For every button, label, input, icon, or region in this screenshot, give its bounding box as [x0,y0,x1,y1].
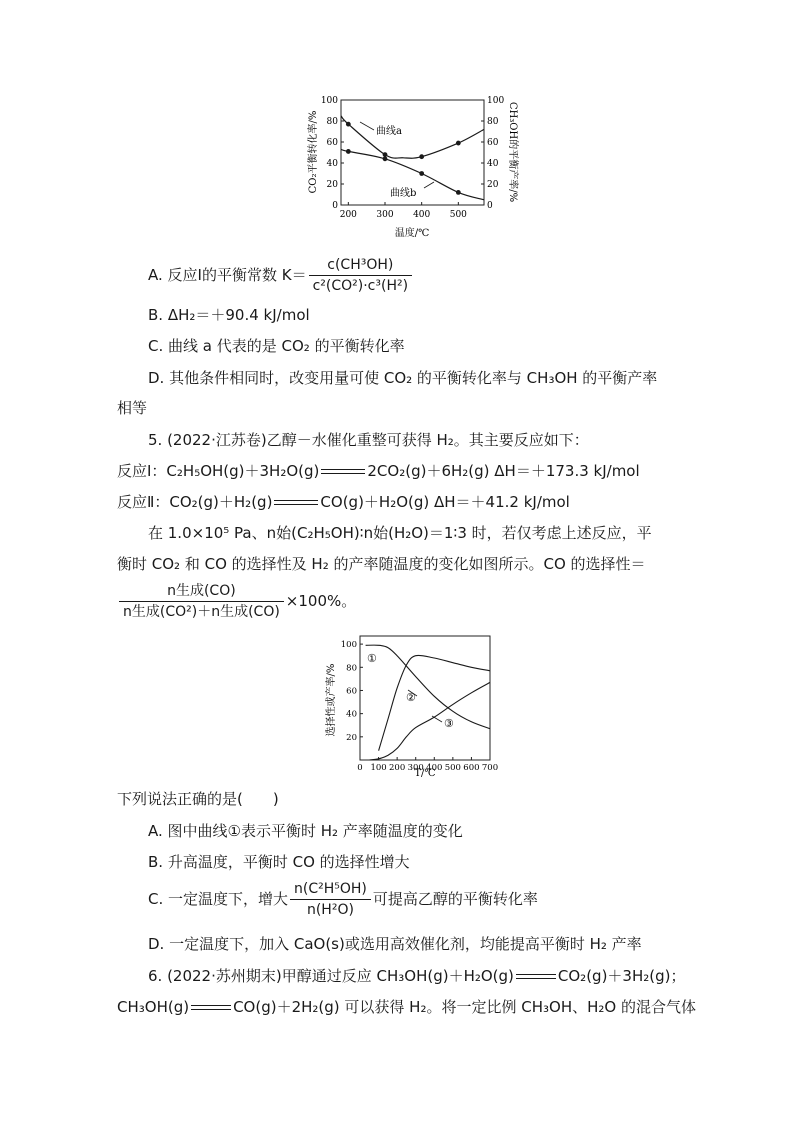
chart1-curve-a-leader [360,122,374,130]
q4-option-a-fraction [309,256,412,295]
chart1-right-ytick-label: 60 [487,138,499,148]
chart1-left-ytick-label: 40 [326,159,338,169]
q5-option-c-prefix: C. 一定温度下，增大 [148,890,289,908]
chart-co2-methanol [300,90,530,245]
q5-condition-line2: 衡时 CO₂ 和 CO 的选择性及 H₂ 的产率随温度的变化如图所示。CO 的选择性＝ [117,555,646,573]
chart2-ytick-label: 80 [346,663,357,674]
equilibrium-arrow-icon [516,972,556,982]
chart2-xtick-label: 200 [389,763,406,773]
q4-option-c: C. 曲线 a 代表的是 CO₂ 的平衡转化率 [148,337,405,355]
chart2-curve-3-label: ③ [444,717,454,730]
q4-option-a [148,256,414,296]
chart1-left-ylabel: CO₂平衡转化率/% [308,110,319,194]
chart2-curve-2 [379,655,490,750]
chart1-left-ytick-label: 80 [326,117,338,127]
q5-option-d: D. 一定温度下，加入 CaO(s)或选用高效催化剂，均能提高平衡时 H₂ 产率 [148,935,642,953]
chart1-xtick-label: 200 [339,210,357,220]
chart1-curve-a-point [383,152,388,157]
chart2-ytick-label: 60 [346,686,357,697]
chart2-ylabel: 选择性或产率/% [326,663,337,737]
chart1-left-ytick-label: 60 [326,138,338,148]
q4-option-b: B. ΔH₂＝＋90.4 kJ/mol [148,306,310,324]
chart1-curve-b-point [383,156,388,161]
chart1-right-ytick-label: 0 [487,201,493,211]
q6-line2-left: CH₃OH(g) [117,998,190,1016]
chart1-left-ytick-label: 20 [326,180,338,190]
chart2-xtick-label: 700 [481,763,499,773]
chart1-curve-a-point [419,154,424,159]
q6-line1 [148,966,686,986]
chart2-xtick-label: 500 [444,763,461,773]
chart1-xtick-label: 400 [413,210,431,220]
q5-option-c-den: n(H²O) [306,902,354,918]
chart2-ytick-label: 40 [346,709,357,720]
q5-option-c [148,880,538,920]
q5-selectivity-num: n生成(CO) [119,582,284,602]
q5-option-c-suffix: 可提高乙醇的平衡转化率 [372,890,538,908]
chart2-xtick-label: 400 [426,763,443,773]
chart2-xtick-label: 600 [463,763,480,773]
q5-reaction-2-right: CO(g)＋H₂O(g) ΔH＝＋41.2 kJ/mol [320,493,570,511]
chart2-ytick-label: 100 [340,640,357,651]
chart1-curve-a-point [346,122,351,127]
chart2-xtick-label: 100 [370,763,387,773]
chart2-ytick-label: 20 [346,732,357,743]
chart1-curve-a-label: 曲线a [376,126,402,137]
chart1-left-ytick-label: 100 [320,96,338,106]
chart1-right-ytick-label: 80 [487,117,499,127]
chart2-curve-1 [366,645,490,729]
q4-option-a-den: c²(CO²)·c³(H²) [312,278,409,294]
chart1-curve-b-point [419,171,424,176]
q5-stem: 5. (2022·江苏卷)乙醇－水催化重整可获得 H₂。其主要反应如下： [148,431,589,449]
chart2-xlabel: T/℃ [414,768,436,778]
q6-line2-right: CO(g)＋2H₂(g) 可以获得 H₂。将一定比例 CH₃OH、H₂O 的混合气体 [233,998,696,1016]
chart2-xtick-label: 300 [407,763,424,773]
chart1-right-ytick-label: 20 [487,180,499,190]
chart1-curve-b-point [346,149,351,154]
q5-selectivity-fraction [119,582,284,621]
chart2-curve-2-label: ② [406,691,416,704]
chart1-right-ytick-label: 40 [487,159,499,169]
q5-reaction-2-left: 反应Ⅱ：CO₂(g)＋H₂(g) [117,493,273,511]
chart2-plot-frame [360,636,490,760]
q5-option-b: B. 升高温度，平衡时 CO 的选择性增大 [148,853,410,871]
q6-line1-left: 6. (2022·苏州期末)甲醇通过反应 CH₃OH(g)＋H₂O(g) [148,967,514,985]
q5-reaction-2 [117,492,570,512]
q5-selectivity-den: n生成(CO²)＋n生成(CO) [123,604,280,620]
chart1-curve-b-label: 曲线b [390,188,417,199]
chart1-left-ytick-label: 0 [332,201,338,211]
q5-reaction-1-right: 2CO₂(g)＋6H₂(g) ΔH＝＋173.3 kJ/mol [367,462,640,480]
q4-option-d-line2: 相等 [117,399,148,417]
chart2-xtick-label: 0 [357,763,363,773]
chart1-right-ylabel: CH₃OH的平衡产率/% [507,101,518,203]
chart-selectivity-yield [320,628,510,778]
q5-selectivity-formula [117,582,356,622]
q5-ask: 下列说法正确的是( ) [117,790,279,808]
equilibrium-arrow-icon [191,1003,231,1013]
chart1-right-ytick-label: 100 [487,96,505,106]
q4-option-a-num: c(CH³OH) [309,256,412,276]
chart1-curve-a-point [456,141,461,146]
chart1-xtick-label: 500 [449,210,467,220]
q5-condition-line1: 在 1.0×10⁵ Pa、n始(C₂H₅OH)∶n始(H₂O)＝1∶3 时，若仅考虑上述反应，平 [148,524,652,542]
q5-selectivity-tail: ×100%。 [285,592,357,610]
q5-option-a: A. 图中曲线①表示平衡时 H₂ 产率随温度的变化 [148,822,463,840]
q5-reaction-1 [117,461,640,481]
q5-option-c-fraction [290,880,371,919]
q5-reaction-1-left: 反应Ⅰ：C₂H₅OH(g)＋3H₂O(g) [117,462,320,480]
chart2-curve-3-leader [432,716,442,722]
chart1-xtick-label: 300 [376,210,394,220]
chart1-curve-b-leader [424,182,434,188]
chart1-curve-a [341,116,484,158]
equals-arrow-icon [321,467,365,477]
q5-option-c-num: n(C²H⁵OH) [290,880,371,900]
equals-arrow-icon [274,498,318,508]
chart1-curve-b-point [456,190,461,195]
chart1-xlabel: 温度/℃ [394,228,430,239]
q4-option-a-prefix: A. 反应Ⅰ的平衡常数 K＝ [148,266,307,284]
q6-line2 [117,997,696,1017]
q4-option-d-line1: D. 其他条件相同时，改变用量可使 CO₂ 的平衡转化率与 CH₃OH 的平衡产率 [148,369,658,387]
chart2-curve-1-label: ① [367,652,377,665]
q6-line1-right: CO₂(g)＋3H₂(g)； [557,967,686,985]
